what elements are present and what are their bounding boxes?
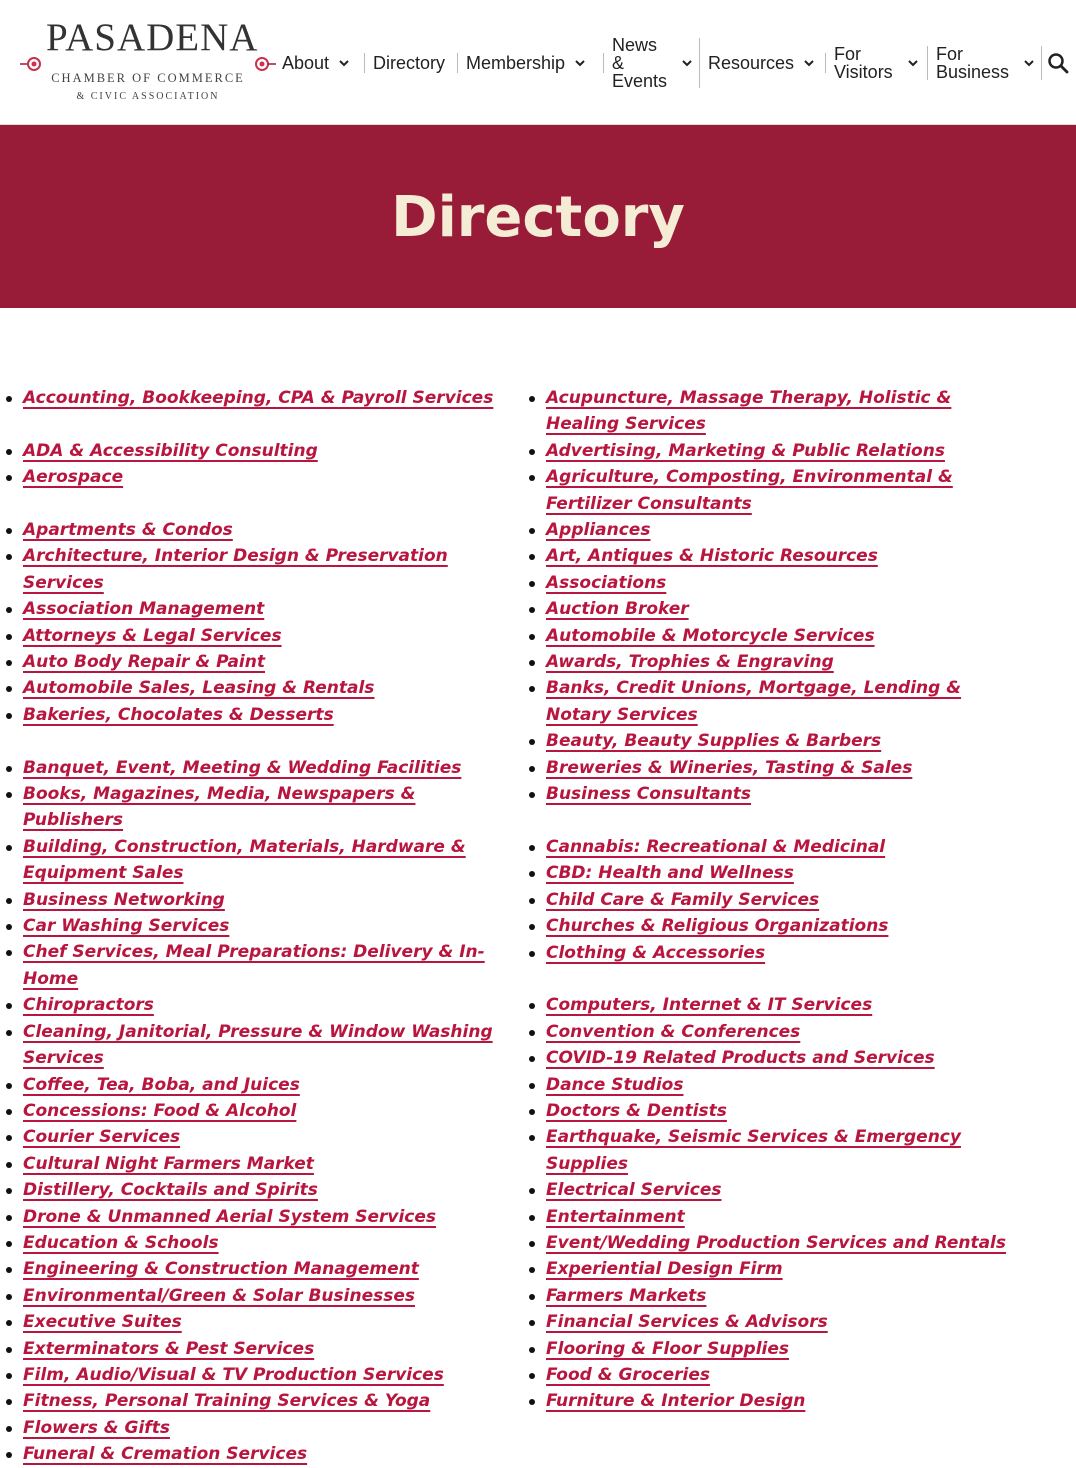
list-item — [0, 1441, 510, 1467]
category-link[interactable]: Flooring & Floor Supplies — [546, 1338, 790, 1359]
category-link[interactable]: Doctors & Dentists — [546, 1100, 727, 1121]
category-link[interactable]: Business Networking — [23, 889, 225, 910]
list-item — [0, 1283, 510, 1309]
nav-about[interactable] — [282, 0, 351, 125]
nav-label: Membership — [466, 52, 566, 73]
category-link[interactable]: Apartments & Condos — [23, 520, 233, 540]
nav-divider — [699, 38, 700, 88]
category-link[interactable]: Film, Audio/Visual & TV Production Services — [23, 1364, 444, 1385]
category-link[interactable]: Convention & Conferences — [546, 1021, 801, 1042]
category-link[interactable]: Cultural Night Farmers Market — [23, 1153, 314, 1174]
nav-divider — [457, 53, 458, 73]
category-link[interactable]: Advertising, Marketing & Public Relations — [546, 440, 945, 461]
logo-subtitle: CHAMBER OF COMMERCE — [51, 71, 245, 85]
category-link[interactable]: Earthquake, Seismic Services & Emergency Supplies — [546, 1127, 961, 1174]
list-item — [523, 992, 1023, 1018]
category-link[interactable]: Banks, Credit Unions, Mortgage, Lending & Notary Services — [546, 678, 962, 725]
category-link[interactable]: Courier Services — [23, 1127, 181, 1148]
category-link[interactable]: Association Management — [23, 599, 265, 620]
category-list-left — [0, 385, 510, 1468]
rose-icon — [254, 54, 276, 74]
category-link[interactable]: Education & Schools — [23, 1232, 219, 1253]
list-item — [523, 649, 1023, 675]
category-link[interactable]: Environmental/Green & Solar Businesses — [23, 1285, 415, 1306]
list-item — [523, 1177, 1023, 1203]
list-item — [523, 1388, 1023, 1414]
category-link[interactable]: Distillery, Cocktails and Spirits — [23, 1180, 318, 1201]
list-item — [523, 675, 1023, 728]
list-item — [523, 1283, 1023, 1309]
list-item — [523, 1124, 1023, 1177]
list-item — [0, 992, 510, 1018]
category-link[interactable]: Aerospace — [23, 467, 124, 488]
list-item — [0, 623, 510, 649]
rose-icon — [20, 54, 42, 74]
nav-label: News & Events — [612, 34, 668, 91]
category-link[interactable]: Associations — [546, 572, 667, 593]
list-item — [523, 755, 1023, 781]
category-link[interactable]: Furniture & Interior Design — [546, 1391, 806, 1412]
list-item — [523, 385, 1023, 438]
chevron-down-icon — [802, 56, 816, 70]
list-item — [523, 728, 1023, 754]
list-item — [523, 913, 1023, 939]
list-item — [0, 385, 510, 411]
list-item — [523, 860, 1023, 886]
list-item — [523, 570, 1023, 596]
nav-label: Directory — [373, 52, 446, 73]
category-link[interactable]: Acupuncture, Massage Therapy, Holistic & Healing Services — [546, 388, 952, 435]
list-item — [0, 1151, 510, 1177]
category-link[interactable]: Attorneys & Legal Services — [23, 625, 282, 646]
nav-label: For Visitors — [834, 43, 893, 82]
list-item — [0, 834, 510, 887]
nav-directory[interactable] — [373, 0, 445, 125]
category-link[interactable]: Clothing & Accessories — [546, 942, 766, 963]
hero-banner — [0, 125, 1076, 308]
category-link[interactable]: Appliances — [546, 520, 651, 541]
category-link[interactable]: Electrical Services — [546, 1180, 722, 1201]
list-item — [523, 1362, 1023, 1388]
nav-for-business[interactable] — [936, 0, 1036, 125]
list-item — [523, 596, 1023, 622]
category-link[interactable]: Engineering & Construction Management — [23, 1259, 419, 1280]
category-link[interactable]: Business Consultants — [546, 784, 752, 805]
list-item — [0, 464, 510, 490]
nav-divider — [603, 53, 604, 73]
list-item — [0, 675, 510, 701]
logo-subtitle-2: & CIVIC ASSOCIATION — [76, 91, 220, 102]
list-item — [523, 623, 1023, 649]
list-item — [523, 1230, 1023, 1256]
list-item — [0, 1230, 510, 1256]
category-link[interactable]: Cleaning, Janitorial, Pressure & Window Washing Services — [23, 1021, 493, 1069]
list-item — [0, 1388, 510, 1414]
category-link[interactable]: Fitness, Personal Training Services & Yoga — [23, 1391, 431, 1412]
nav-label: Resources — [708, 52, 795, 73]
category-link[interactable]: Auto Body Repair & Paint — [23, 652, 265, 673]
list-item — [523, 1045, 1023, 1071]
list-item — [0, 1177, 510, 1203]
list-item — [523, 438, 1023, 464]
chevron-down-icon — [1022, 56, 1036, 70]
category-link[interactable]: Food & Groceries — [546, 1365, 710, 1385]
list-item — [0, 543, 510, 596]
nav-divider — [1041, 46, 1042, 80]
site-header — [0, 0, 1076, 125]
nav-divider — [825, 53, 826, 73]
list-item — [0, 702, 510, 728]
category-list-right — [523, 385, 1023, 1415]
category-link[interactable]: Automobile Sales, Leasing & Rentals — [23, 678, 375, 699]
category-link[interactable]: Auction Broker — [546, 599, 689, 620]
list-item — [0, 755, 510, 781]
category-link[interactable]: Exterminators & Pest Services — [23, 1338, 315, 1359]
nav-divider — [364, 53, 365, 73]
category-link[interactable]: Funeral & Cremation Services — [23, 1444, 308, 1465]
list-item — [0, 596, 510, 622]
list-item — [0, 1256, 510, 1282]
nav-news-events[interactable] — [612, 0, 694, 125]
category-link[interactable]: Coffee, Tea, Boba, and Juices — [23, 1074, 300, 1095]
list-item — [523, 1098, 1023, 1124]
category-link[interactable]: Financial Services & Advisors — [546, 1312, 828, 1333]
category-link[interactable]: Building, Construction, Materials, Hardware & Equipment Sales — [23, 836, 466, 884]
category-link[interactable]: Event/Wedding Production Services and Rentals — [546, 1232, 1007, 1253]
category-link[interactable]: Beauty, Beauty Supplies & Barbers — [546, 731, 882, 752]
category-link[interactable]: Breweries & Wineries, Tasting & Sales — [546, 757, 913, 778]
category-link[interactable]: Books, Magazines, Media, Newspapers & Publishers — [23, 784, 416, 831]
logo-brand: PASADENA — [46, 16, 259, 59]
list-item — [0, 1336, 510, 1362]
category-link[interactable]: ADA & Accessibility Consulting — [23, 440, 318, 461]
category-link[interactable]: COVID-19 Related Products and Services — [546, 1048, 935, 1069]
list-item — [523, 940, 1023, 966]
list-item — [0, 1098, 510, 1124]
chevron-down-icon — [337, 56, 351, 70]
nav-membership[interactable] — [466, 0, 587, 125]
category-link[interactable]: Architecture, Interior Design & Preservation Services — [23, 546, 448, 593]
category-link[interactable]: Agriculture, Composting, Environmental & Fertilizer Consultants — [546, 467, 953, 514]
category-link[interactable]: Executive Suites — [23, 1312, 182, 1333]
nav-for-visitors[interactable] — [834, 0, 920, 125]
category-link[interactable]: Drone & Unmanned Aerial System Services — [23, 1206, 437, 1227]
chevron-down-icon — [680, 56, 694, 70]
list-item — [0, 1362, 510, 1388]
list-item — [523, 1072, 1023, 1098]
category-link[interactable]: Concessions: Food & Alcohol — [23, 1100, 297, 1121]
nav-divider — [927, 46, 928, 80]
category-link[interactable]: Experiential Design Firm — [546, 1259, 783, 1280]
category-link[interactable]: Car Washing Services — [23, 916, 230, 937]
category-link[interactable]: CBD: Health and Wellness — [546, 863, 794, 884]
list-item — [0, 1124, 510, 1150]
list-item — [523, 1256, 1023, 1282]
list-item — [0, 649, 510, 675]
list-item — [0, 913, 510, 939]
list-item — [0, 438, 510, 464]
category-link[interactable]: Entertainment — [546, 1206, 685, 1227]
list-item — [523, 1336, 1023, 1362]
list-item — [0, 1019, 510, 1072]
list-item — [523, 834, 1023, 860]
list-item — [523, 781, 1023, 807]
list-item — [0, 1415, 510, 1441]
chevron-down-icon — [573, 56, 587, 70]
category-link[interactable]: Awards, Trophies & Engraving — [546, 652, 834, 673]
list-item — [0, 1204, 510, 1230]
list-item — [523, 1204, 1023, 1230]
list-item — [523, 887, 1023, 913]
list-item — [0, 781, 510, 834]
category-link[interactable]: Cannabis: Recreational & Medicinal — [546, 836, 886, 857]
category-link[interactable]: Child Care & Family Services — [546, 889, 820, 910]
category-link[interactable]: Art, Antiques & Historic Resources — [546, 546, 878, 567]
list-item — [523, 1309, 1023, 1335]
search-icon[interactable] — [1046, 51, 1070, 75]
category-link[interactable]: Bakeries, Chocolates & Desserts — [23, 704, 334, 725]
list-item — [523, 464, 1023, 517]
category-link[interactable]: Computers, Internet & IT Services — [546, 995, 873, 1016]
list-item — [0, 517, 510, 543]
nav-resources[interactable] — [708, 0, 816, 125]
nav-label: About — [282, 52, 330, 73]
category-link[interactable]: Chef Services, Meal Preparations: Delivery & In-Home — [23, 942, 485, 989]
category-link[interactable]: Accounting, Bookkeeping, CPA & Payroll Services — [23, 388, 494, 408]
category-link[interactable]: Farmers Markets — [546, 1285, 707, 1306]
category-link[interactable]: Automobile & Motorcycle Services — [546, 625, 875, 646]
nav-label: For Business — [936, 43, 1010, 82]
category-link[interactable]: Chiropractors — [23, 995, 154, 1016]
page-title: Directory — [391, 185, 685, 250]
list-item — [523, 543, 1023, 569]
chevron-down-icon — [906, 56, 920, 70]
chamber-logo[interactable] — [18, 14, 278, 110]
category-link[interactable]: Banquet, Event, Meeting & Wedding Facilities — [23, 757, 462, 778]
category-link[interactable]: Flowers & Gifts — [23, 1417, 170, 1438]
list-item — [0, 887, 510, 913]
list-item — [0, 1072, 510, 1098]
list-item — [0, 939, 510, 992]
list-item — [0, 1309, 510, 1335]
category-link[interactable]: Dance Studios — [546, 1074, 684, 1095]
list-item — [523, 517, 1023, 543]
category-link[interactable]: Churches & Religious Organizations — [546, 916, 889, 937]
list-item — [523, 1019, 1023, 1045]
